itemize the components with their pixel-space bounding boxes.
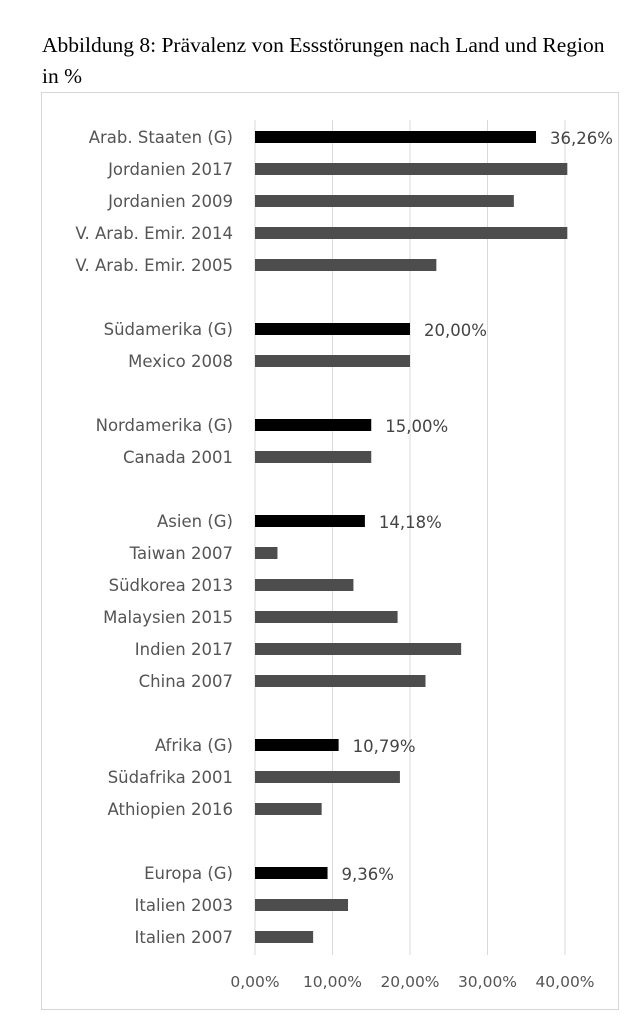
country-bar xyxy=(255,579,353,591)
data-label: 20,00% xyxy=(424,321,487,340)
category-label: Afrika (G) xyxy=(154,736,233,755)
data-label: 9,36% xyxy=(341,865,394,884)
figure-caption: Abbildung 8: Prävalenz von Essstörungen nach Land und Region in % xyxy=(42,33,605,88)
group-bar xyxy=(255,131,536,143)
country-bar xyxy=(255,771,400,783)
country-bar xyxy=(255,931,313,943)
country-bar xyxy=(255,195,514,207)
country-bar xyxy=(255,259,436,271)
x-tick-label: 10,00% xyxy=(302,973,363,991)
category-label: Südafrika 2001 xyxy=(107,768,233,787)
country-bar xyxy=(255,803,322,815)
category-label: Südamerika (G) xyxy=(103,320,233,339)
category-label: Canada 2001 xyxy=(122,448,233,467)
group-bar xyxy=(255,323,410,335)
category-label: China 2007 xyxy=(138,672,233,691)
data-label: 10,79% xyxy=(352,737,416,756)
country-bar xyxy=(255,355,410,367)
x-tick-label: 40,00% xyxy=(535,973,595,991)
category-label: Südkorea 2013 xyxy=(108,576,233,595)
data-label: 14,18% xyxy=(378,513,442,532)
x-tick-label: 30,00% xyxy=(457,973,518,991)
group-bar xyxy=(255,739,339,751)
country-bar xyxy=(255,611,398,623)
category-label: Nordamerika (G) xyxy=(95,416,233,435)
group-bar xyxy=(255,867,328,879)
country-bar xyxy=(255,547,277,559)
country-bar xyxy=(255,163,567,175)
data-label: 15,00% xyxy=(385,417,449,436)
country-bar xyxy=(255,899,348,911)
group-bar xyxy=(255,515,365,527)
country-bar xyxy=(255,227,567,239)
category-label: V. Arab. Emir. 2014 xyxy=(75,224,233,243)
group-bar xyxy=(255,419,371,431)
category-label: Arab. Staaten (G) xyxy=(88,128,233,147)
category-label: Athiopien 2016 xyxy=(107,800,233,819)
data-label: 36,26% xyxy=(550,129,613,148)
category-label: Indien 2017 xyxy=(134,640,233,659)
country-bar xyxy=(255,451,371,463)
x-tick-label: 0,00% xyxy=(230,973,280,991)
category-label: V. Arab. Emir. 2005 xyxy=(75,256,233,275)
category-label: Malaysien 2015 xyxy=(103,608,233,627)
category-label: Italien 2003 xyxy=(134,896,233,915)
category-label: Jordanien 2009 xyxy=(108,192,233,211)
category-label: Taiwan 2007 xyxy=(129,544,233,563)
category-label: Asien (G) xyxy=(157,512,233,531)
category-label: Jordanien 2017 xyxy=(108,160,233,179)
category-label: Italien 2007 xyxy=(134,928,233,947)
x-tick-label: 20,00% xyxy=(380,973,440,991)
category-label: Europa (G) xyxy=(144,864,233,883)
category-label: Mexico 2008 xyxy=(128,352,233,371)
country-bar xyxy=(255,643,461,655)
country-bar xyxy=(255,675,426,687)
